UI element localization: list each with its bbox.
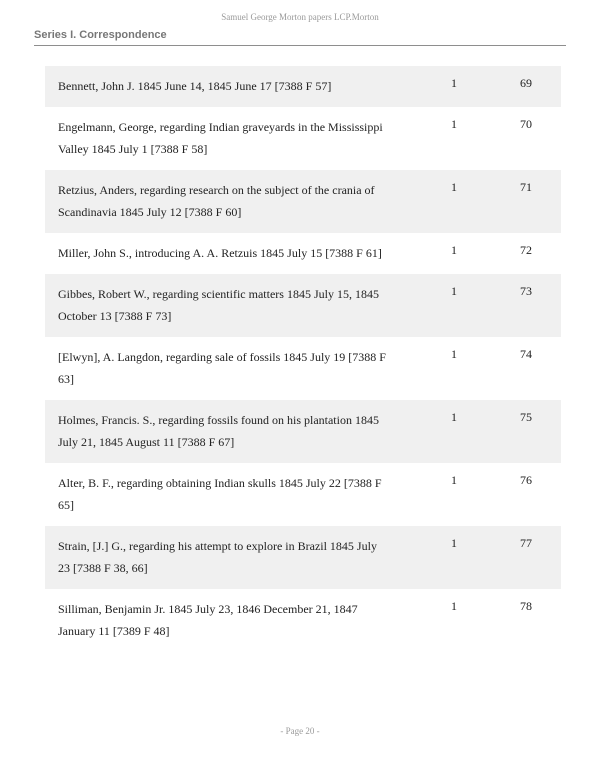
table-row: [45, 170, 561, 233]
table-row: [45, 274, 561, 337]
item-description: Gibbes, Robert W., regarding scientific matters 1845 July 15, 1845 October 13 [7388 F 73]: [58, 287, 379, 323]
box-number: 1: [451, 536, 457, 550]
heading-rule: [34, 45, 566, 46]
folder-number: 77: [520, 536, 532, 550]
series-heading: Series I. Correspondence: [34, 29, 167, 41]
table-row: [45, 400, 561, 463]
box-number: 1: [451, 599, 457, 613]
box-number: 1: [451, 180, 457, 194]
folder-number: 75: [520, 410, 532, 424]
table-row: [45, 589, 561, 652]
box-number: 1: [451, 473, 457, 487]
item-description: Miller, John S., introducing A. A. Retzuis 1845 July 15 [7388 F 61]: [58, 246, 382, 260]
item-description: [Elwyn], A. Langdon, regarding sale of fossils 1845 July 19 [7388 F 63]: [58, 350, 386, 386]
box-number: 1: [451, 76, 457, 90]
item-description: Retzius, Anders, regarding research on the subject of the crania of Scandinavia 1845 July 12 [7388 F 60]: [58, 183, 375, 219]
item-description: Engelmann, George, regarding Indian graveyards in the Mississippi Valley 1845 July 1 [7388 F 58]: [58, 120, 383, 156]
page-number: - Page 20 -: [280, 726, 320, 736]
table-row: [45, 526, 561, 589]
box-number: 1: [451, 243, 457, 257]
table-row: [45, 463, 561, 526]
table-row: [45, 107, 561, 170]
item-description: Alter, B. F., regarding obtaining Indian skulls 1845 July 22 [7388 F 65]: [58, 476, 382, 512]
folder-number: 70: [520, 117, 532, 131]
box-number: 1: [451, 117, 457, 131]
box-number: 1: [451, 410, 457, 424]
folder-number: 73: [520, 284, 532, 298]
folder-number: 78: [520, 599, 532, 613]
folder-number: 74: [520, 347, 532, 361]
item-description: Holmes, Francis. S., regarding fossils found on his plantation 1845 July 21, 1845 August 11 [7388 F 67]: [58, 413, 379, 449]
table-row: [45, 233, 561, 274]
running-head: Samuel George Morton papers LCP.Morton: [221, 12, 379, 22]
folder-number: 71: [520, 180, 532, 194]
folder-number: 72: [520, 243, 532, 257]
box-number: 1: [451, 284, 457, 298]
item-description: Silliman, Benjamin Jr. 1845 July 23, 1846 December 21, 1847 January 11 [7389 F 48]: [58, 602, 358, 638]
table-row: [45, 66, 561, 107]
item-description: Strain, [J.] G., regarding his attempt to explore in Brazil 1845 July 23 [7388 F 38, 66]: [58, 539, 377, 575]
table-row: [45, 337, 561, 400]
item-description: Bennett, John J. 1845 June 14, 1845 June 17 [7388 F 57]: [58, 79, 332, 93]
box-number: 1: [451, 347, 457, 361]
folder-number: 69: [520, 76, 532, 90]
folder-number: 76: [520, 473, 532, 487]
container-list-table: [45, 66, 561, 652]
